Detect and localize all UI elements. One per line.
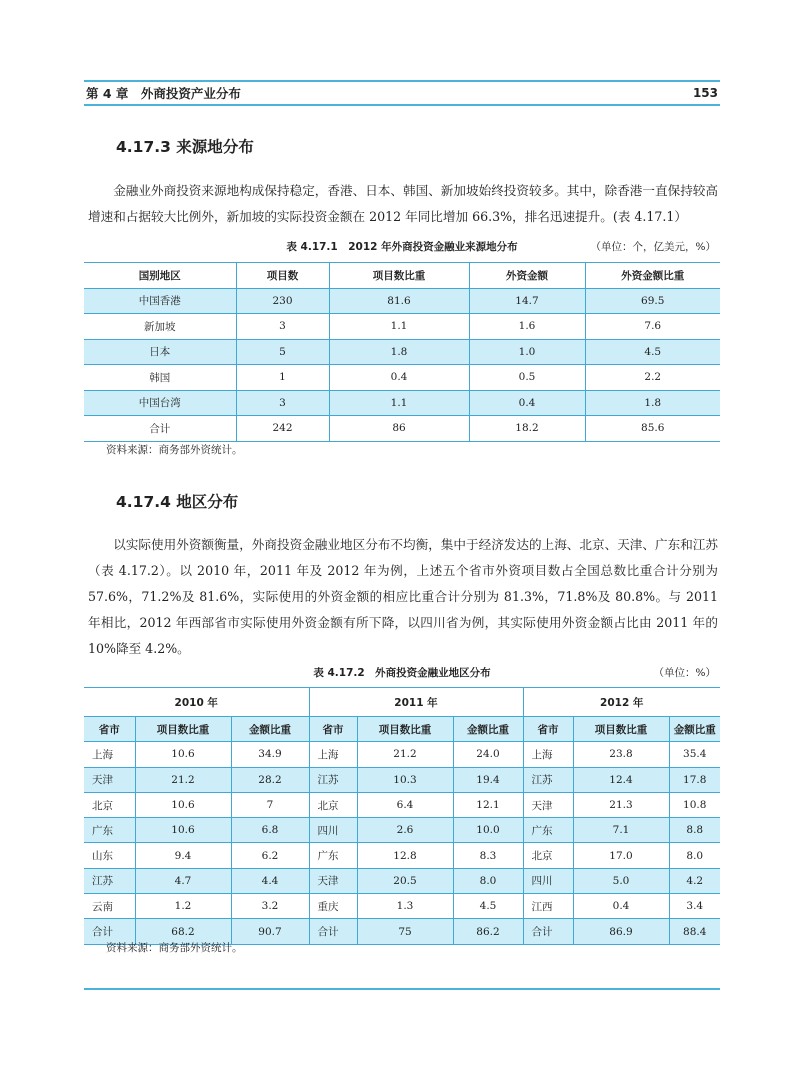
- table-row: [84, 742, 720, 767]
- cell: 1.1: [329, 390, 469, 416]
- cell: 19.4: [453, 767, 523, 792]
- col-header: 省市: [84, 717, 135, 742]
- cell: 1.0: [469, 339, 585, 365]
- province-cell: 合计: [84, 919, 135, 944]
- cell: 10.8: [669, 792, 720, 817]
- table-row: [84, 894, 720, 919]
- cell: 0.4: [573, 894, 669, 919]
- table-total-row: [84, 416, 720, 442]
- table1-caption: [84, 239, 720, 254]
- cell: 新加坡: [84, 314, 236, 340]
- cell: 21.2: [135, 767, 231, 792]
- cell: 10.6: [135, 742, 231, 767]
- cell: 81.6: [329, 288, 469, 314]
- province-cell: 上海: [84, 742, 135, 767]
- province-cell: 四川: [309, 818, 357, 843]
- province-cell: 北京: [84, 792, 135, 817]
- table-row: [84, 868, 720, 893]
- province-cell: 广东: [84, 818, 135, 843]
- col-header: 省市: [523, 717, 573, 742]
- cell: 12.8: [357, 843, 453, 868]
- cell: 86.9: [573, 919, 669, 944]
- cell: 10.6: [135, 792, 231, 817]
- cell: 中国香港: [84, 288, 236, 314]
- cell: 3: [236, 390, 329, 416]
- cell: 4.5: [453, 894, 523, 919]
- year-header-row: [84, 688, 720, 717]
- cell: 6.4: [357, 792, 453, 817]
- table2-unit: （单位：%）: [653, 667, 716, 679]
- province-cell: 上海: [523, 742, 573, 767]
- table-row: [84, 288, 720, 314]
- cell: 12.4: [573, 767, 669, 792]
- cell: 5.0: [573, 868, 669, 893]
- col-header: 项目数比重: [357, 717, 453, 742]
- cell: 0.5: [469, 365, 585, 391]
- table2-source: 资料来源：商务部外资统计。: [106, 942, 243, 954]
- cell: 4.2: [669, 868, 720, 893]
- cell: 17.8: [669, 767, 720, 792]
- cell: 23.8: [573, 742, 669, 767]
- province-cell: 山东: [84, 843, 135, 868]
- cell: 17.0: [573, 843, 669, 868]
- table-source-distribution: [84, 262, 720, 442]
- subheader-row: [84, 717, 720, 742]
- cell: 1.8: [585, 390, 720, 416]
- province-cell: 江苏: [523, 767, 573, 792]
- year-header: 2011 年: [309, 688, 523, 717]
- table-row: [84, 818, 720, 843]
- table-row: [84, 314, 720, 340]
- cell: 35.4: [669, 742, 720, 767]
- cell: 3.2: [231, 894, 309, 919]
- col-header: 外资金额比重: [585, 263, 720, 289]
- cell: 6.2: [231, 843, 309, 868]
- cell: 90.7: [231, 919, 309, 944]
- cell: 88.4: [669, 919, 720, 944]
- cell: 5: [236, 339, 329, 365]
- cell: 7.1: [573, 818, 669, 843]
- table-header-row: [84, 263, 720, 289]
- table2-title: 表 4.17.2 外商投资金融业地区分布: [313, 667, 491, 679]
- cell: 68.2: [135, 919, 231, 944]
- cell: 34.9: [231, 742, 309, 767]
- cell: 4.5: [585, 339, 720, 365]
- cell: 10.6: [135, 818, 231, 843]
- cell: 9.4: [135, 843, 231, 868]
- cell: 韩国: [84, 365, 236, 391]
- province-cell: 北京: [523, 843, 573, 868]
- cell: 8.0: [669, 843, 720, 868]
- footer-rule: [84, 988, 720, 990]
- cell: 75: [357, 919, 453, 944]
- cell: 18.2: [469, 416, 585, 442]
- cell: 中国台湾: [84, 390, 236, 416]
- cell: 1.2: [135, 894, 231, 919]
- table-row: [84, 792, 720, 817]
- province-cell: 江西: [523, 894, 573, 919]
- cell: 21.2: [357, 742, 453, 767]
- col-header: 省市: [309, 717, 357, 742]
- col-header: 项目数比重: [135, 717, 231, 742]
- col-header: 项目数比重: [329, 263, 469, 289]
- cell: 4.7: [135, 868, 231, 893]
- cell: 3.4: [669, 894, 720, 919]
- cell: 20.5: [357, 868, 453, 893]
- section1-paragraph: [88, 178, 718, 230]
- cell: 7.6: [585, 314, 720, 340]
- cell: 1.6: [469, 314, 585, 340]
- table1-unit: （单位：个，亿美元，%）: [590, 241, 716, 253]
- table1-title: 表 4.17.1 2012 年外商投资金融业来源地分布: [286, 241, 518, 253]
- province-cell: 四川: [523, 868, 573, 893]
- cell: 230: [236, 288, 329, 314]
- cell: 86.2: [453, 919, 523, 944]
- col-header: 项目数比重: [573, 717, 669, 742]
- table-regional-distribution: [84, 687, 720, 945]
- cell: 21.3: [573, 792, 669, 817]
- cell: 1.1: [329, 314, 469, 340]
- cell: 8.0: [453, 868, 523, 893]
- cell: 14.7: [469, 288, 585, 314]
- province-cell: 北京: [309, 792, 357, 817]
- cell: 6.8: [231, 818, 309, 843]
- table1-source: 资料来源：商务部外资统计。: [106, 444, 243, 456]
- col-header: 国别地区: [84, 263, 236, 289]
- cell: 8.8: [669, 818, 720, 843]
- cell: 85.6: [585, 416, 720, 442]
- cell: 3: [236, 314, 329, 340]
- table-row: [84, 339, 720, 365]
- province-cell: 天津: [309, 868, 357, 893]
- table-row: [84, 767, 720, 792]
- table-row: [84, 365, 720, 391]
- province-cell: 广东: [309, 843, 357, 868]
- cell: 4.4: [231, 868, 309, 893]
- cell: 1: [236, 365, 329, 391]
- section-heading-4-17-3: 4.17.3 来源地分布: [116, 138, 254, 156]
- cell: 0.4: [469, 390, 585, 416]
- cell: 日本: [84, 339, 236, 365]
- province-cell: 上海: [309, 742, 357, 767]
- province-cell: 合计: [523, 919, 573, 944]
- cell: 1.8: [329, 339, 469, 365]
- cell: 8.3: [453, 843, 523, 868]
- running-header: [84, 80, 720, 106]
- col-header: 金额比重: [669, 717, 720, 742]
- province-cell: 云南: [84, 894, 135, 919]
- province-cell: 重庆: [309, 894, 357, 919]
- cell: 86: [329, 416, 469, 442]
- paragraph-text: 以实际使用外资额衡量，外商投资金融业地区分布不均衡，集中于经济发达的上海、北京、天津、广东和江苏（表 4.17.2）。以 2010 年，2011 年及 2012 年为例，上述五个省市外资项目数占全国总数比重合计分别为 57.6%，71.2%及 81.6%，实际使用的外资金额的相应比重合计分别为 81.3%，71.8%及 80.8%。与 2011 年相比，2012 年西部省市实际使用外资金额有所下降，以四川省为例，其实际使用外资金额占比由 2011 年的 10%降至 4.2%。: [88, 537, 718, 656]
- page-number: 153: [692, 86, 718, 100]
- cell: 12.1: [453, 792, 523, 817]
- paragraph-text: 金融业外商投资来源地构成保持稳定，香港、日本、韩国、新加坡始终投资较多。其中，除香港一直保持较高增速和占据较大比例外，新加坡的实际投资金额在 2012 年同比增加 66.3%，排名迅速提升。(表 4.17.1）: [88, 183, 718, 224]
- section-heading-4-17-4: 4.17.4 地区分布: [116, 493, 239, 511]
- table-row: [84, 390, 720, 416]
- year-header: 2010 年: [84, 688, 309, 717]
- chapter-title: 第 4 章 外商投资产业分布: [86, 86, 241, 101]
- cell: 7: [231, 792, 309, 817]
- cell: 2.2: [585, 365, 720, 391]
- cell: 10.3: [357, 767, 453, 792]
- col-header: 金额比重: [231, 717, 309, 742]
- cell: 0.4: [329, 365, 469, 391]
- province-cell: 天津: [84, 767, 135, 792]
- province-cell: 广东: [523, 818, 573, 843]
- cell: 1.3: [357, 894, 453, 919]
- table-row: [84, 843, 720, 868]
- province-cell: 江苏: [84, 868, 135, 893]
- col-header: 项目数: [236, 263, 329, 289]
- cell: 28.2: [231, 767, 309, 792]
- col-header: 外资金额: [469, 263, 585, 289]
- cell: 242: [236, 416, 329, 442]
- col-header: 金额比重: [453, 717, 523, 742]
- year-header: 2012 年: [523, 688, 720, 717]
- cell: 2.6: [357, 818, 453, 843]
- section2-paragraph: [88, 532, 718, 662]
- cell: 10.0: [453, 818, 523, 843]
- cell: 69.5: [585, 288, 720, 314]
- table2-caption: [84, 665, 720, 680]
- province-cell: 江苏: [309, 767, 357, 792]
- province-cell: 合计: [309, 919, 357, 944]
- cell: 合计: [84, 416, 236, 442]
- cell: 24.0: [453, 742, 523, 767]
- province-cell: 天津: [523, 792, 573, 817]
